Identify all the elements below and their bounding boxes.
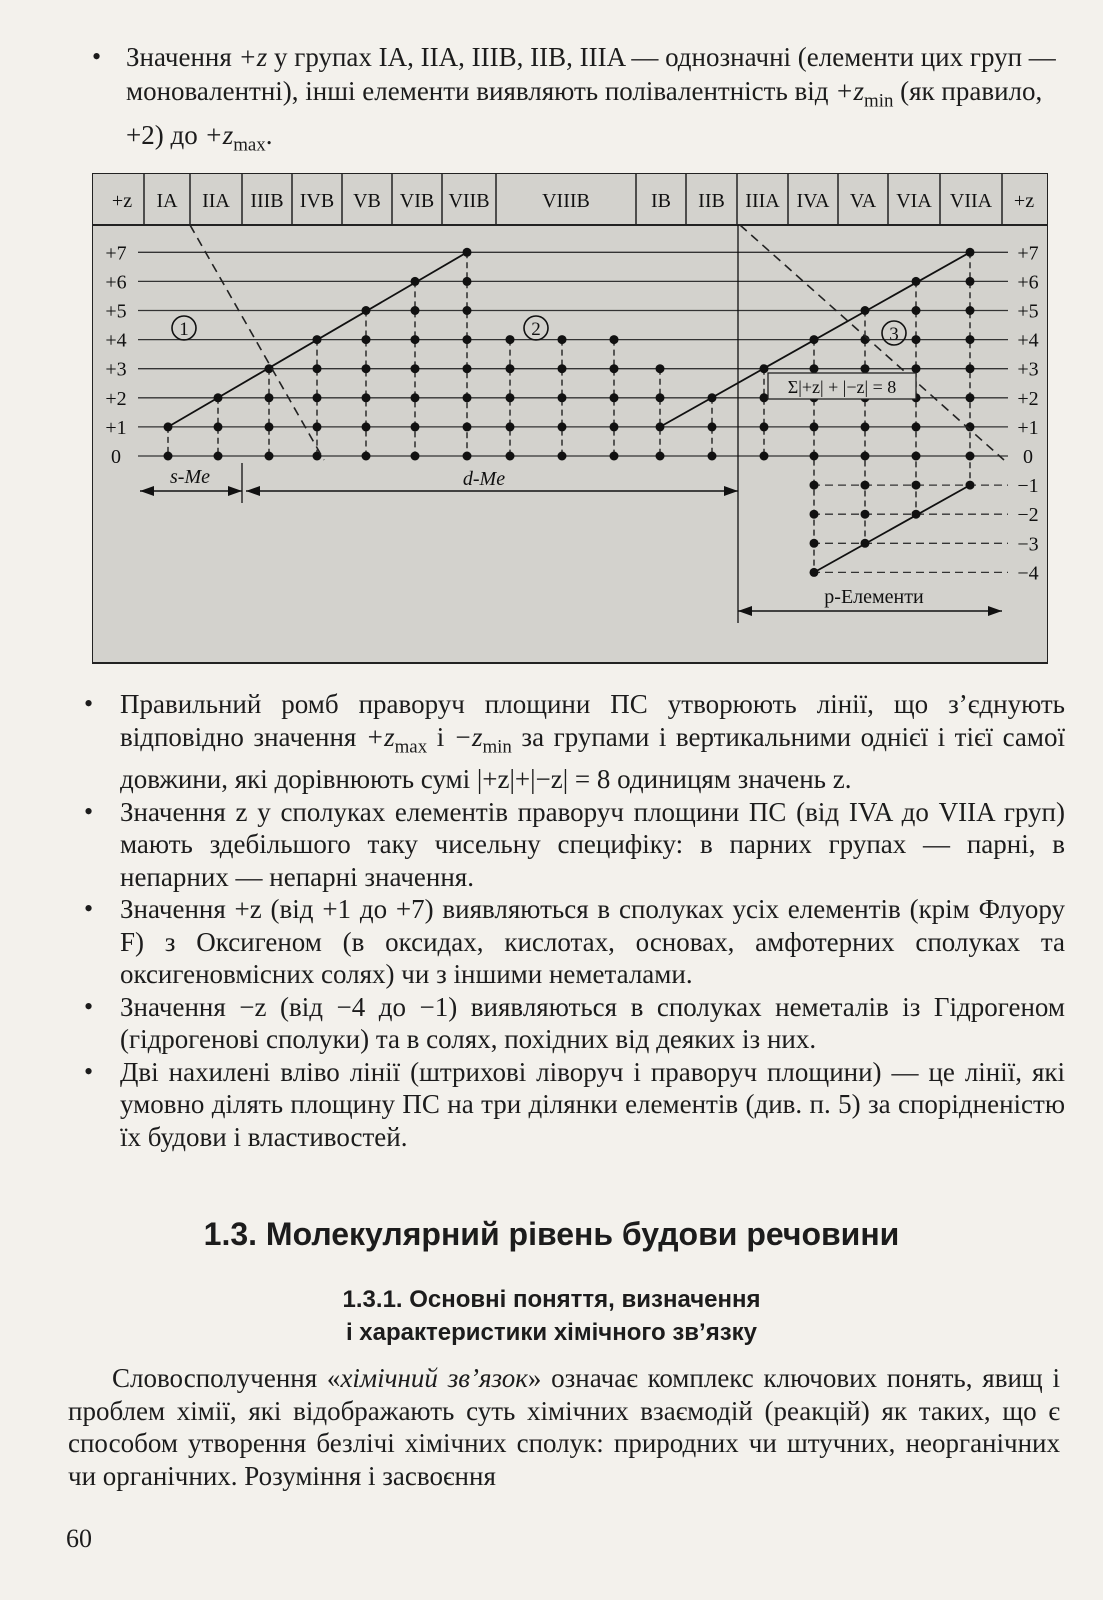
data-dot	[810, 452, 819, 461]
right-axis-label: 0	[1023, 446, 1033, 468]
left-axis-label: +6	[105, 271, 127, 294]
top-bullet	[88, 40, 1078, 163]
data-dot	[912, 481, 921, 490]
page-number: 60	[66, 1524, 92, 1553]
data-dot	[463, 393, 472, 402]
bullet-item: • Значення +z у групах IA, IIA, IIIB, IIB, IIIA — однозначні (елементи цих груп — моновалентні), інші елементи виявляють полівалентність від $+z_{min}$ (як правило, +2) до $+z_{max}$.	[92, 42, 1056, 156]
data-dot	[966, 364, 975, 373]
data-dot	[164, 452, 173, 461]
bullet-dot: •	[92, 42, 102, 71]
oxidation-state-diagram	[92, 173, 1048, 670]
data-dot	[463, 248, 472, 257]
header-cell-viib: VIIB	[448, 190, 490, 212]
data-dot	[506, 364, 515, 373]
data-dot	[810, 510, 819, 519]
circle-marker-label: 3	[889, 324, 899, 345]
data-dot	[610, 393, 619, 402]
right-axis-label: −3	[1017, 533, 1039, 556]
right-axis-label: +4	[1017, 329, 1039, 352]
header-cell-ivb: IVB	[299, 190, 335, 212]
data-dot	[656, 364, 665, 373]
right-axis-label: −4	[1017, 562, 1039, 585]
right-axis-label: +2	[1017, 387, 1039, 410]
header-cell-iib: IIB	[698, 190, 725, 212]
header-cell-iiia: IIIA	[745, 190, 780, 212]
data-dot	[610, 452, 619, 461]
bullet-item: • Значення −z (від −4 до −1) виявляються в сполуках неметалів із Гідрогеном (гідрогенові сполуки) та в солях, похідних від деяких із них.	[84, 991, 1065, 1055]
header-cell-ib: IB	[651, 190, 671, 212]
right-axis-label: +6	[1017, 271, 1039, 294]
data-dot	[463, 277, 472, 286]
left-axis-label: +1	[105, 416, 127, 439]
bullet-dot: •	[84, 1056, 94, 1086]
bullet-dot: •	[84, 796, 94, 826]
data-dot	[214, 422, 223, 431]
data-dot	[912, 364, 921, 373]
data-dot	[810, 422, 819, 431]
data-dot	[558, 422, 567, 431]
data-dot	[966, 393, 975, 402]
left-axis-label: 0	[111, 446, 121, 468]
bullet-item: • Правильний ромб праворуч площини ПС утворюють лінії, що з’єднують відповідно значення $+z_{max}$ $і -z_{min}$ за групами і вертикальними однієї і тієї самої довжини, які дорівнюють сумі |+z|+|−z| = 8 одиницям значень z.	[84, 689, 1065, 795]
left-axis-label: +7	[105, 242, 127, 265]
data-dot	[912, 452, 921, 461]
right-axis-label: −2	[1017, 504, 1039, 527]
data-dot	[861, 510, 870, 519]
header-cell-iiib: IIIB	[250, 190, 284, 212]
data-dot	[610, 422, 619, 431]
data-dot	[708, 452, 717, 461]
data-dot	[411, 422, 420, 431]
data-dot	[558, 364, 567, 373]
data-dot	[656, 393, 665, 402]
data-dot	[313, 422, 322, 431]
header-cell-via: VIA	[896, 190, 932, 212]
data-dot	[411, 364, 420, 373]
data-dot	[362, 393, 371, 402]
data-dot	[760, 452, 769, 461]
bullet-dot: •	[84, 894, 94, 924]
data-dot	[463, 335, 472, 344]
bullet-item: • Значення +z (від +1 до +7) виявляються в сполуках усіх елементів (крім Флуору F) з Оксигеном (в оксидах, кислотах, основах, амфотерних сполуках та оксигеновмісних солях) чи з іншими неметалами.	[84, 894, 1065, 990]
header-cell-ia: IA	[156, 190, 178, 212]
sme-label: s-Me	[170, 466, 210, 488]
right-axis-label: +5	[1017, 300, 1039, 323]
subsection-heading-line1: 1.3.1. Основні поняття, визначення	[342, 1286, 761, 1313]
data-dot	[463, 306, 472, 315]
data-dot	[966, 277, 975, 286]
header-cell-viiib: VIIIB	[542, 190, 590, 212]
data-dot	[265, 393, 274, 402]
header-cell-iia: IIA	[202, 190, 230, 212]
left-axis-label: +5	[105, 300, 127, 323]
header-cell-va: VA	[849, 190, 877, 212]
dme-label: d-Me	[462, 468, 506, 490]
bullet-item: • Дві нахилені вліво лінії (штрихові ліворуч і праворуч площини) — це лінії, які умовно ділять площину ПС на три ділянки елементів (див. п. 5) за спорідненістю їх будови і властивостей.	[84, 1056, 1065, 1152]
data-dot	[966, 248, 975, 257]
data-dot	[313, 364, 322, 373]
left-axis-label: +3	[105, 358, 127, 381]
bullet-dot: •	[84, 991, 94, 1021]
data-dot	[411, 393, 420, 402]
right-axis-label: +3	[1017, 358, 1039, 381]
left-axis-label: +2	[105, 387, 127, 410]
data-dot	[760, 393, 769, 402]
header-cell-iva: IVA	[796, 190, 830, 212]
data-dot	[610, 335, 619, 344]
body-paragraph: Словосполучення «хімічний зв’язок» означає комплекс ключових понять, явищ і проблем хімії, які відображають суть хімічних взаємодій (реакцій) як таких, що є способом утворення безлічі хімічних сполук: природних чи штучних, неорганічних чи органічних. Розуміння і засвоєння	[68, 1363, 1060, 1491]
data-dot	[463, 364, 472, 373]
data-dot	[912, 422, 921, 431]
circle-marker-label: 1	[179, 319, 189, 340]
right-axis-label: +7	[1017, 242, 1039, 265]
data-dot	[362, 364, 371, 373]
data-dot	[265, 422, 274, 431]
data-dot	[411, 452, 420, 461]
subsection-heading-line2: і характеристики хімічного зв’язку	[345, 1319, 758, 1346]
header-cell-vb: VB	[353, 190, 381, 212]
data-dot	[861, 452, 870, 461]
data-dot	[506, 393, 515, 402]
data-dot	[966, 335, 975, 344]
left-axis-label: +4	[105, 329, 127, 352]
header-cell-plus-z: +z	[1013, 190, 1035, 212]
data-dot	[313, 393, 322, 402]
data-dot	[708, 422, 717, 431]
bullet-dot: •	[84, 689, 94, 718]
data-dot	[463, 452, 472, 461]
data-dot	[362, 335, 371, 344]
right-axis-label: +1	[1017, 416, 1039, 439]
data-dot	[411, 306, 420, 315]
subsection-heading	[0, 1283, 1103, 1349]
bullet-item: • Значення z у сполуках елементів праворуч площини ПС (від IVA до VIIA груп) мають здебільшого таку чисельну специфіку: в парних групах — парні, в непарних — непарні значення.	[84, 796, 1065, 892]
data-dot	[912, 306, 921, 315]
data-dot	[861, 364, 870, 373]
data-dot	[506, 452, 515, 461]
data-dot	[558, 452, 567, 461]
right-axis-label: −1	[1017, 475, 1039, 498]
header-cell-plus-z: +z	[111, 190, 133, 212]
data-dot	[362, 452, 371, 461]
data-dot	[966, 452, 975, 461]
data-dot	[463, 422, 472, 431]
data-dot	[810, 539, 819, 548]
data-dot	[966, 306, 975, 315]
data-dot	[610, 364, 619, 373]
circle-marker-label: 2	[531, 319, 541, 340]
data-dot	[810, 481, 819, 490]
data-dot	[656, 452, 665, 461]
data-dot	[214, 452, 223, 461]
pel-label: p-Елементи	[824, 586, 924, 608]
data-dot	[506, 335, 515, 344]
header-cell-vib: VIB	[399, 190, 435, 212]
data-dot	[506, 422, 515, 431]
data-dot	[362, 422, 371, 431]
data-dot	[912, 335, 921, 344]
sum-label: Σ|+z| + |−z| = 8	[787, 377, 897, 397]
data-dot	[760, 422, 769, 431]
bullet-list	[80, 688, 1065, 1153]
header-cell-viia: VIIA	[949, 190, 993, 212]
data-dot	[558, 335, 567, 344]
data-dot	[861, 481, 870, 490]
data-dot	[810, 568, 819, 577]
diagram-svg	[92, 173, 1048, 665]
data-dot	[810, 364, 819, 373]
data-dot	[265, 452, 274, 461]
data-dot	[861, 422, 870, 431]
section-heading: 1.3. Молекулярний рівень будови речовини	[203, 1216, 900, 1252]
data-dot	[411, 335, 420, 344]
data-dot	[558, 393, 567, 402]
